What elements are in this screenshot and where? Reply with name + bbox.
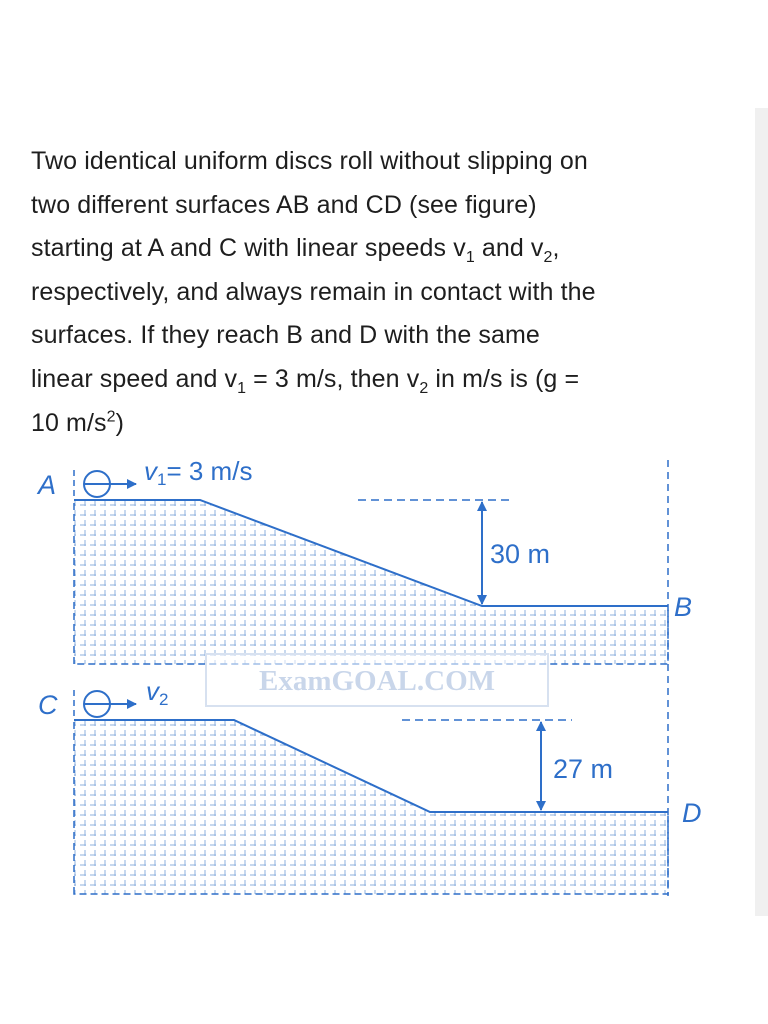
label-d: D — [682, 798, 702, 828]
label-a: A — [38, 470, 57, 500]
velocity-label-v1: v1= 3 m/s — [144, 456, 253, 489]
height-ab-label: 30 m — [490, 539, 551, 569]
question-line-5: surfaces. If they reach B and D with the same — [31, 321, 540, 350]
question-line-4: respectively, and always remain in contact with the — [31, 277, 596, 306]
height-cd-label: 27 m — [553, 754, 614, 784]
question-line-2: two different surfaces AB and CD (see figure) — [31, 190, 537, 219]
question-line-3: starting at A and C with linear speeds $v_1$ and $v_2$, — [31, 234, 560, 267]
watermark-logo: ExamGOAL.COM — [258, 665, 496, 697]
surface-cd-fill — [74, 720, 668, 894]
label-b: B — [674, 592, 693, 622]
label-c: C — [38, 690, 58, 720]
question-line-1: Two identical uniform discs roll without slipping on — [31, 147, 588, 175]
question-line-6: linear speed and $v_1 = 3$ m/s, then $v_2$ in m/s is (g = — [31, 364, 580, 397]
question-line-7: 10 $m/s^2$) — [31, 408, 125, 437]
velocity-label-v2: v2 — [146, 676, 169, 709]
surface-ab-fill — [74, 500, 668, 664]
